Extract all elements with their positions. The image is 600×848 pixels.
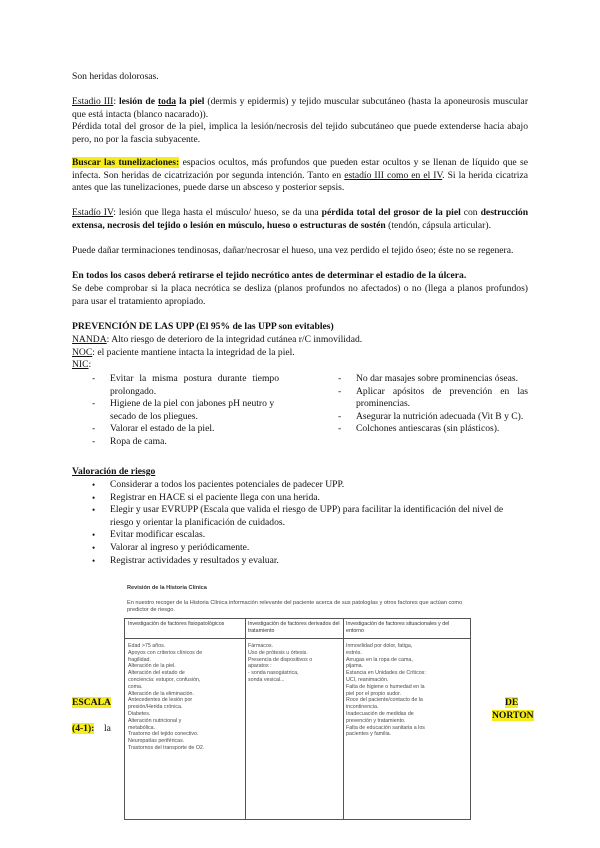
stage4-paragraph: Estadío IV: lesión que llega hasta el músculo/ hueso, se da una pérdida total del grosor de la piel con destrucción extensa, necrosis del tejido o lesión en músculo, hueso o estructuras de sostén (tendón, cápsula articular).: [72, 207, 529, 231]
table-cell: Estancia en Unidades de Críticos:: [346, 670, 426, 677]
list-item: - Asegurar la nutrición adecuada (Vit B y C).: [318, 411, 528, 424]
escala-label: ESCALA: [72, 697, 111, 708]
de-label: DE: [505, 697, 519, 708]
table-cell: Inadecuación de medidas de: [346, 710, 414, 717]
table-cell: Edad >75 años.: [128, 643, 166, 649]
stage4-label: Estadío IV: [72, 207, 114, 218]
table-cell: Falta de educación sanitaria a los: [346, 724, 425, 731]
table-cell: Neuropatías periféricas.: [128, 738, 185, 745]
table-cell: fragilidad.: [128, 656, 151, 663]
table-cell: aparatos :: [248, 663, 272, 670]
table-column-entorno: [343, 619, 470, 819]
table-cell: incontinencia.: [346, 704, 379, 711]
list-item: • Valorar al ingreso y periódicamente.: [72, 542, 528, 555]
list-item: - Aplicar apósitos de prevención en las prominencias.: [318, 386, 528, 411]
table-cell: Trastorno del tejido conectivo.: [128, 731, 199, 738]
list-item: • Registrar actividades y resultados y evaluar.: [72, 555, 528, 568]
table-cell: UCI, reanimación.: [346, 676, 389, 683]
table-cell: Trastornos del transporte de O2.: [128, 744, 205, 751]
table-cell: Falta de higiene o humedad en la: [346, 683, 425, 690]
column-header: Investigación de factores situacionales y del entorno: [343, 619, 470, 639]
nanda-line: NANDA: Alto riesgo de deterioro de la integridad cutánea r/C inmovilidad.: [72, 334, 363, 345]
list-item: - Evitar la misma postura durante tiempo prolongado.: [72, 373, 287, 398]
tunel-label: Buscar las tunelizaciones:: [72, 157, 180, 168]
table-cell: Alteración de la eliminación.: [128, 690, 194, 697]
norton-label: NORTON: [492, 710, 534, 721]
column-header: Investigación de factores derivados del tratamiento: [245, 619, 343, 639]
column-header: Investigación de factores fisiopatológicos: [125, 619, 245, 639]
tunel-underlined: estadío III como en el IV: [344, 169, 443, 181]
stage3-detail: Pérdida total del grosor de la piel, implica la lesión/necrosis del tejido subcutáneo que puede extenderse hacia abajo pero, no por la fascia subyacente.: [72, 121, 528, 145]
list-item: • Elegir y usar EVRUPP (Escala que valida el riesgo de UPP) para facilitar la identificación del nivel de riesgo y orientar la planificación de cuidados.: [72, 504, 528, 529]
table-cell: Alteración del estado de: [128, 670, 185, 677]
table-cell: piel por el propio sudor.: [346, 690, 402, 697]
figure-table: [124, 618, 471, 820]
table-cell: Fármacos.: [248, 643, 274, 649]
table-cell: Apoyos con criterios clínicos de: [128, 649, 203, 656]
table-cell: prevención y tratamiento.: [346, 717, 406, 724]
tunel-paragraph: Buscar las tunelizaciones: espacios ocultos, más profundos que pueden estar ocultos y se llenan de líquido que se infecta. Son heridas de cicatrización por segunda intención. Tanto en estadío III como en el IV. Si la herida cicatriza antes que las tunelizaciones, puede darse un absceso y posterior sepsis.: [72, 157, 529, 194]
table-cell: - sonda nasogástrica,: [248, 670, 299, 677]
valoracion-list: [72, 479, 528, 567]
list-item: - Higiene de la piel con jabones pH neutro y secado de los pliegues.: [72, 398, 287, 423]
list-item: • Evitar modificar escalas.: [72, 529, 528, 542]
valoracion-heading: Valoración de riesgo: [72, 466, 156, 477]
column-body: [125, 639, 245, 752]
list-item: • Considerar a todos los pacientes potenciales de padecer UPP.: [72, 479, 528, 492]
table-cell: presión/Herida crónica.: [128, 704, 183, 711]
list-item: - Ropa de cama.: [72, 436, 287, 449]
table-cell: Alteración nutricional y: [128, 717, 182, 724]
intro-text: Son heridas dolorosas.: [72, 71, 159, 82]
table-cell: Antecedentes de lesión por: [128, 697, 193, 704]
table-cell: pijama.: [346, 663, 364, 670]
table-column-tratamiento: [245, 619, 344, 819]
table-cell: Arrugas en la ropa de cama,: [346, 656, 413, 663]
stage4-check: Se debe comprobar si la placa necrótica se desliza (planos profundos no afectados) o no (llega a planos profundos) para usar el tratamiento apropiado.: [72, 283, 528, 307]
table-cell: sonda vesical...: [248, 676, 285, 683]
column-body: [343, 639, 470, 738]
table-cell: estrés.: [346, 649, 362, 656]
table-cell: Roce del paciente/contacto de la: [346, 697, 423, 704]
stage4-bold-note: En todos los casos deberá retirarse el tejido necrótico antes de determinar el estadio de la úlcera.: [72, 270, 467, 281]
figure-intro: En nuestro recoger de la Historia Clínica información relevante del paciente acerca de sus patologías y otros factores que actúan como predictor de riesgo.: [127, 600, 463, 614]
nic-list-left: [72, 373, 287, 449]
figure-title: Revisión de la Historia Clínica: [127, 585, 207, 591]
table-cell: Presencia de dispositivos o: [248, 656, 313, 663]
stage3-label: Estadio III: [72, 96, 114, 107]
table-cell: Diabetes.: [128, 710, 151, 717]
list-item: - No dar masajes sobre prominencias óseas.: [318, 373, 528, 386]
table-column-fisiopatologicos: [125, 619, 246, 819]
table-cell: Inmovilidad por dolor, fatiga,: [346, 643, 413, 649]
table-cell: Uso de prótesis u órtesis.: [248, 649, 308, 656]
escala-la: la: [104, 723, 111, 734]
table-cell: conciencia: estupor, confusión,: [128, 676, 201, 683]
list-item: - Colchones antiescaras (sin plásticos).: [318, 423, 528, 436]
stage4-detail: Puede dañar terminaciones tendinosas, dañar/necrosar el hueso, una vez perdido el tejido óseo; éste no se regenera.: [72, 245, 514, 256]
list-item: • Registrar en HACE si el paciente llega con una herida.: [72, 492, 528, 505]
toda-word: toda: [157, 96, 177, 107]
nic-list-right: [318, 373, 528, 436]
table-cell: metabólica.: [128, 724, 156, 731]
table-cell: Alteración de la piel.: [128, 663, 176, 670]
column-body: [245, 639, 343, 684]
historia-clinica-figure: [114, 578, 476, 820]
prevencion-heading: PREVENCIÓN DE LAS UPP (El 95% de las UPP son evitables): [72, 321, 334, 332]
table-cell: pacientes y familia.: [346, 731, 392, 738]
stage3-paragraph: Estadio III: lesión de toda la piel (dermis y epidermis) y tejido muscular subcutáneo (hasta la aponeurosis muscular que está intacta (blanco nacarado)).: [72, 96, 529, 120]
escala-range: (4-1):: [72, 723, 95, 734]
noc-line: NOC: el paciente mantiene intacta la integridad de la piel.: [72, 347, 295, 358]
nic-line: NIC:: [72, 359, 92, 370]
table-cell: coma.: [128, 683, 143, 690]
list-item: - Valorar el estado de la piel.: [72, 423, 287, 436]
